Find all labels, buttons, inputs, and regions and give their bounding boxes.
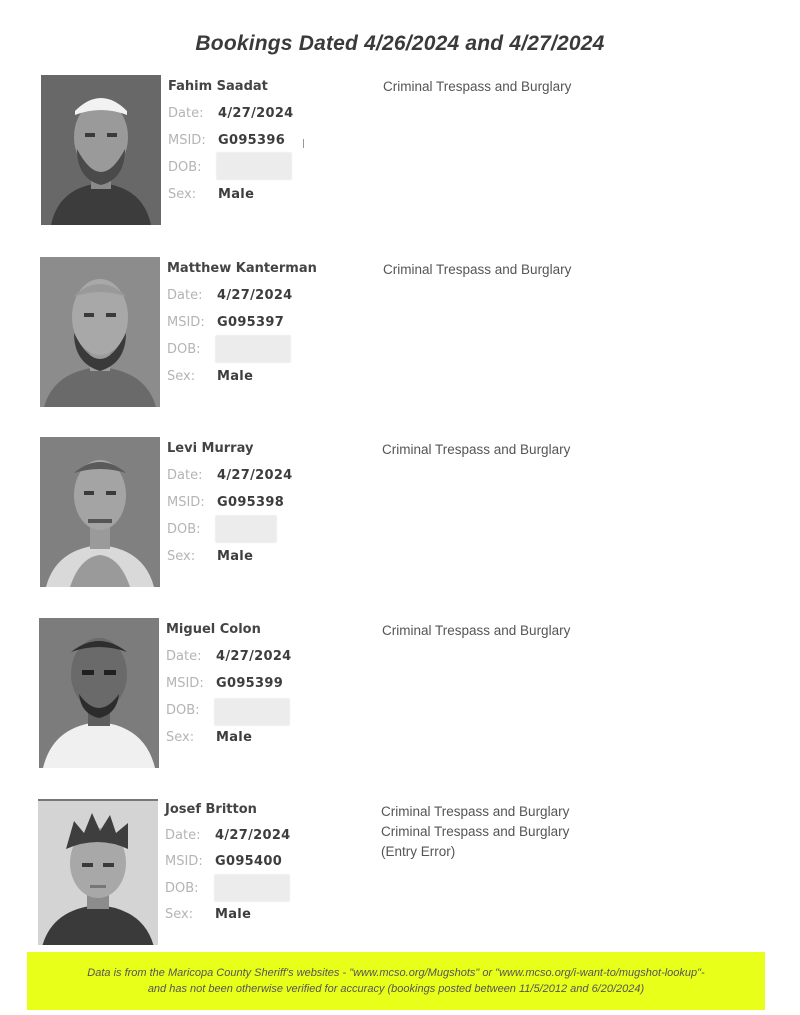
mugshot-photo bbox=[38, 799, 158, 945]
charge-line: Criminal Trespass and Burglary bbox=[381, 804, 570, 819]
booking-date: 4/27/2024 bbox=[217, 468, 293, 483]
msid-value: G095396 bbox=[218, 133, 286, 148]
charge-line: Criminal Trespass and Burglary bbox=[383, 79, 572, 94]
sex-label: Sex: bbox=[166, 730, 195, 745]
date-label: Date: bbox=[167, 468, 203, 483]
mugshot-photo bbox=[39, 618, 159, 768]
charge-line: Criminal Trespass and Burglary bbox=[381, 824, 570, 839]
inmate-name: Matthew Kanterman bbox=[167, 261, 317, 276]
sex-value: Male bbox=[217, 549, 254, 564]
msid-label: MSID: bbox=[166, 676, 204, 691]
sex-label: Sex: bbox=[168, 187, 197, 202]
booking-record bbox=[0, 257, 800, 417]
page-title: Bookings Dated 4/26/2024 and 4/27/2024 bbox=[195, 32, 605, 55]
msid-value: G095397 bbox=[217, 315, 285, 330]
dob-label: DOB: bbox=[165, 881, 199, 896]
dob-label: DOB: bbox=[167, 342, 201, 357]
sex-label: Sex: bbox=[167, 549, 196, 564]
mugshot-photo bbox=[40, 437, 160, 587]
charge-line: Criminal Trespass and Burglary bbox=[383, 262, 572, 277]
charge-note: (Entry Error) bbox=[381, 844, 456, 859]
inmate-name: Fahim Saadat bbox=[168, 79, 268, 94]
booking-date: 4/27/2024 bbox=[217, 288, 293, 303]
dob-redacted bbox=[214, 874, 290, 902]
dob-label: DOB: bbox=[166, 703, 200, 718]
msid-label: MSID: bbox=[168, 133, 206, 148]
booking-record bbox=[0, 799, 800, 959]
date-label: Date: bbox=[168, 106, 204, 121]
msid-value: G095400 bbox=[215, 854, 283, 869]
msid-label: MSID: bbox=[165, 854, 203, 869]
date-label: Date: bbox=[167, 288, 203, 303]
booking-date: 4/27/2024 bbox=[216, 649, 292, 664]
msid-value: G095399 bbox=[216, 676, 284, 691]
sex-label: Sex: bbox=[165, 907, 194, 922]
charge-line: Criminal Trespass and Burglary bbox=[382, 623, 571, 638]
disclaimer-line-1: Data is from the Maricopa County Sheriff's websites - "www.mcso.org/Mugshots" or "www.mcso.org/i-want-to/mugshot-lookup"- bbox=[87, 967, 705, 979]
mugshot-photo bbox=[41, 75, 161, 225]
mugshot-photo bbox=[40, 257, 160, 407]
date-label: Date: bbox=[166, 649, 202, 664]
disclaimer-line-2: and has not been otherwise verified for accuracy (bookings posted between 11/5/2012 and 6/20/2024) bbox=[147, 983, 645, 995]
scan-mark bbox=[303, 139, 304, 148]
booking-record bbox=[0, 75, 800, 235]
sex-value: Male bbox=[215, 907, 252, 922]
booking-date: 4/27/2024 bbox=[215, 828, 291, 843]
disclaimer-banner bbox=[27, 952, 765, 1010]
inmate-name: Miguel Colon bbox=[166, 622, 261, 637]
dob-redacted bbox=[214, 698, 290, 726]
charge-line: Criminal Trespass and Burglary bbox=[382, 442, 571, 457]
sex-label: Sex: bbox=[167, 369, 196, 384]
sex-value: Male bbox=[216, 730, 253, 745]
msid-label: MSID: bbox=[167, 495, 205, 510]
sex-value: Male bbox=[218, 187, 255, 202]
booking-record bbox=[0, 618, 800, 778]
dob-label: DOB: bbox=[168, 160, 202, 175]
dob-redacted bbox=[216, 152, 292, 180]
dob-redacted bbox=[215, 515, 277, 543]
dob-redacted bbox=[215, 335, 291, 363]
msid-label: MSID: bbox=[167, 315, 205, 330]
inmate-name: Josef Britton bbox=[165, 802, 257, 817]
msid-value: G095398 bbox=[217, 495, 285, 510]
booking-record bbox=[0, 437, 800, 597]
date-label: Date: bbox=[165, 828, 201, 843]
inmate-name: Levi Murray bbox=[167, 441, 254, 456]
booking-date: 4/27/2024 bbox=[218, 106, 294, 121]
dob-label: DOB: bbox=[167, 522, 201, 537]
sex-value: Male bbox=[217, 369, 254, 384]
